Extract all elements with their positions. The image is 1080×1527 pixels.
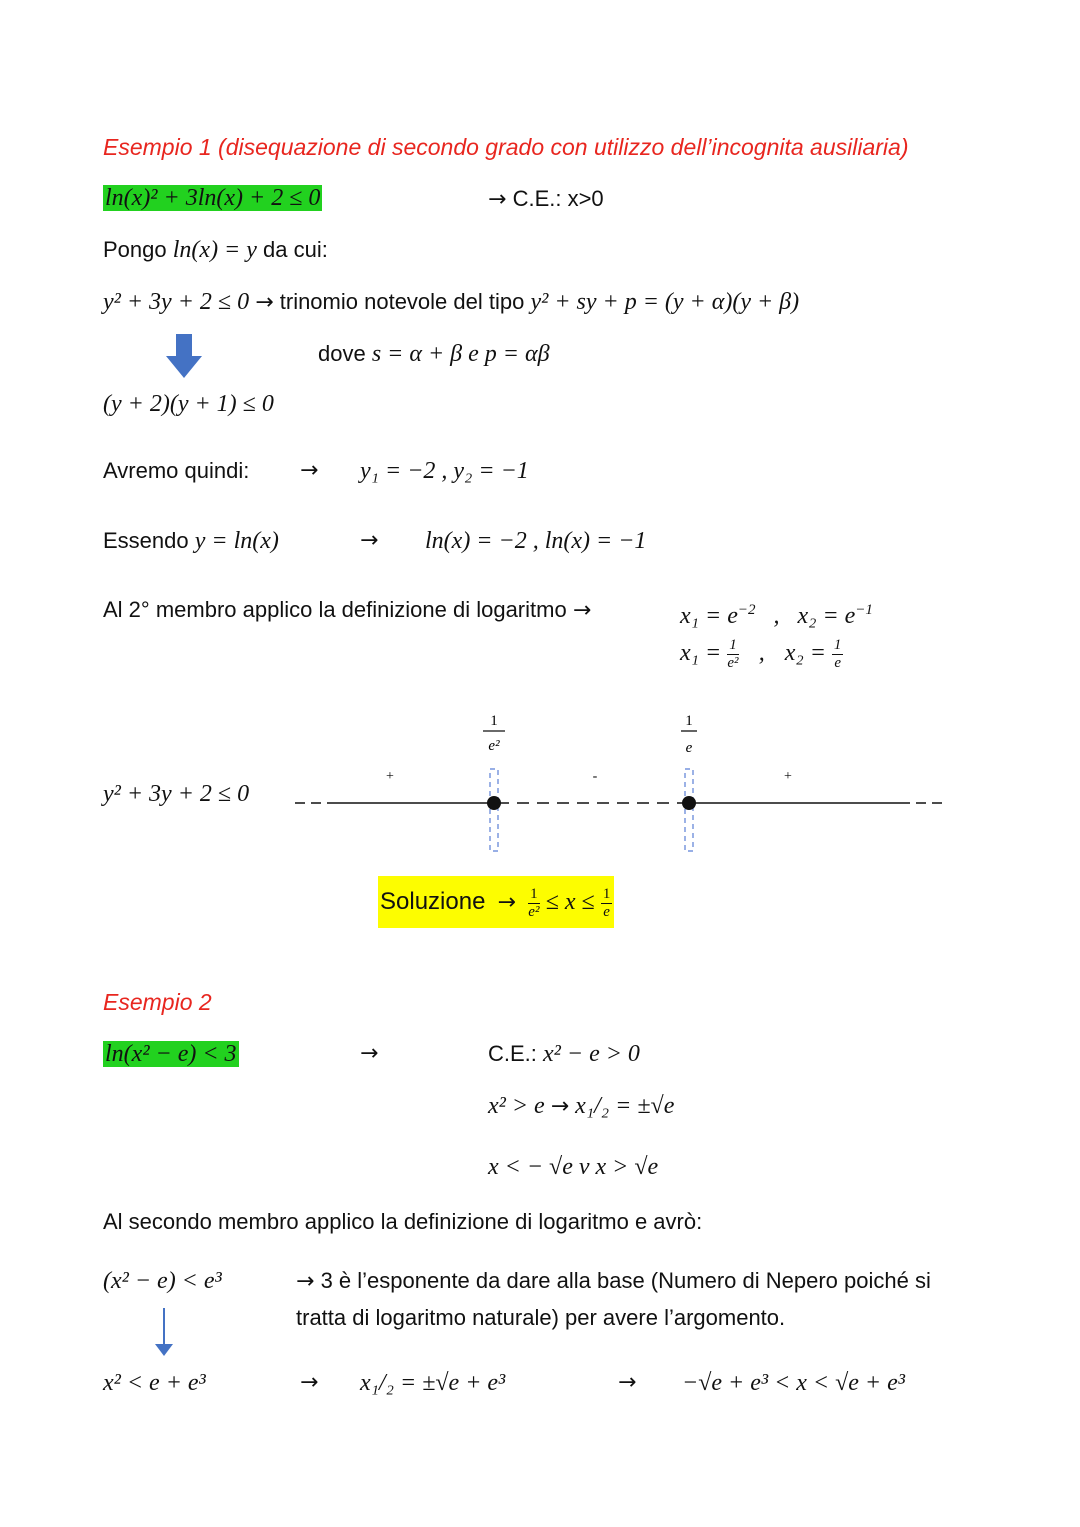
pongo-line: Pongo ln(x) = y da cui: bbox=[103, 237, 328, 263]
down-arrow-icon bbox=[162, 334, 206, 380]
solution-box: Soluzione → $\frac{1}{\text{e²}}$ ≤ x ≤ $\frac{1}{e}$ bbox=[378, 876, 614, 928]
x-fraction-roots: x₁ = $\frac{1}{\text{e²}}$ , x₂ = $\frac{1}{e}$ bbox=[680, 637, 842, 671]
essendo-arrow: → bbox=[360, 528, 379, 553]
sign-chart-expression: y² + 3y + 2 ≤ 0 bbox=[103, 781, 250, 807]
avremo-text: Avremo quindi: bbox=[103, 458, 250, 483]
root-label-2-den: e bbox=[685, 740, 693, 756]
example-2-inequality: ln(x² − e) < 3 bbox=[105, 1041, 237, 1067]
sign-plus-right: + bbox=[784, 769, 792, 784]
membro-text: Al 2° membro applico la definizione di logaritmo → bbox=[103, 597, 592, 623]
final-arrow-2: → bbox=[618, 1370, 637, 1395]
final-roots: x₁/₂ = ±√e + e³ bbox=[360, 1370, 506, 1396]
example-2-arrow: → bbox=[360, 1041, 379, 1066]
example-2-title: Esempio 2 bbox=[103, 989, 212, 1015]
ln-roots: ln(x) = −2 , ln(x) = −1 bbox=[425, 528, 647, 554]
trinomial-line: y² + 3y + 2 ≤ 0 → trinomio notevole del tipo y² + sy + p = (y + α)(y + β) bbox=[103, 289, 800, 315]
secondo-membro-text: Al secondo membro applico la definizione di logaritmo e avrò: bbox=[103, 1209, 703, 1234]
explanation-line-2: tratta di logaritmo naturale) per avere l’argomento. bbox=[296, 1305, 786, 1330]
root-point-2 bbox=[682, 796, 696, 810]
factored-inequality: (y + 2)(y + 1) ≤ 0 bbox=[103, 391, 274, 417]
root-label-1-num: 1 bbox=[490, 713, 498, 729]
sign-plus-left: + bbox=[386, 769, 394, 784]
y-roots: y₁ = −2 , y₂ = −1 bbox=[360, 458, 529, 484]
thin-down-arrow-icon bbox=[152, 1308, 176, 1358]
root-point-1 bbox=[487, 796, 501, 810]
dove-line: dove s = α + β e p = αβ bbox=[318, 341, 550, 367]
example-1-title: Esempio 1 (disequazione di secondo grado con utilizzo dell’incognita ausiliaria) bbox=[103, 134, 909, 160]
final-arrow-1: → bbox=[300, 1370, 319, 1395]
essendo-text: Essendo y = ln(x) bbox=[103, 528, 279, 554]
root-label-2-num: 1 bbox=[685, 713, 693, 729]
ce-2-line: C.E.: x² − e > 0 bbox=[488, 1041, 640, 1067]
example-1-inequality: ln(x)² + 3ln(x) + 2 ≤ 0 bbox=[105, 185, 321, 211]
sign-minus: - bbox=[592, 769, 598, 784]
ce-line: → C.E.: x>0 bbox=[488, 186, 604, 212]
root-label-1-den: e² bbox=[488, 738, 500, 754]
step-1-line: x² > e → x₁/₂ = ±√e bbox=[488, 1093, 675, 1119]
avremo-arrow: → bbox=[300, 458, 319, 483]
x-exponential-roots: $x_1 = e^{-2}$ , $x_2 = e^{-1}$ bbox=[680, 602, 873, 629]
final-solution: −√e + e³ < x < √e + e³ bbox=[682, 1370, 905, 1396]
sign-chart bbox=[295, 705, 955, 855]
exponential-inequality: (x² − e) < e³ bbox=[103, 1268, 222, 1294]
explanation-line-1: → 3 è l’esponente da dare alla base (Numero di Nepero poiché si bbox=[296, 1268, 931, 1294]
step-2-line: x < − √e v x > √e bbox=[488, 1154, 659, 1180]
final-inequality: x² < e + e³ bbox=[103, 1370, 206, 1396]
